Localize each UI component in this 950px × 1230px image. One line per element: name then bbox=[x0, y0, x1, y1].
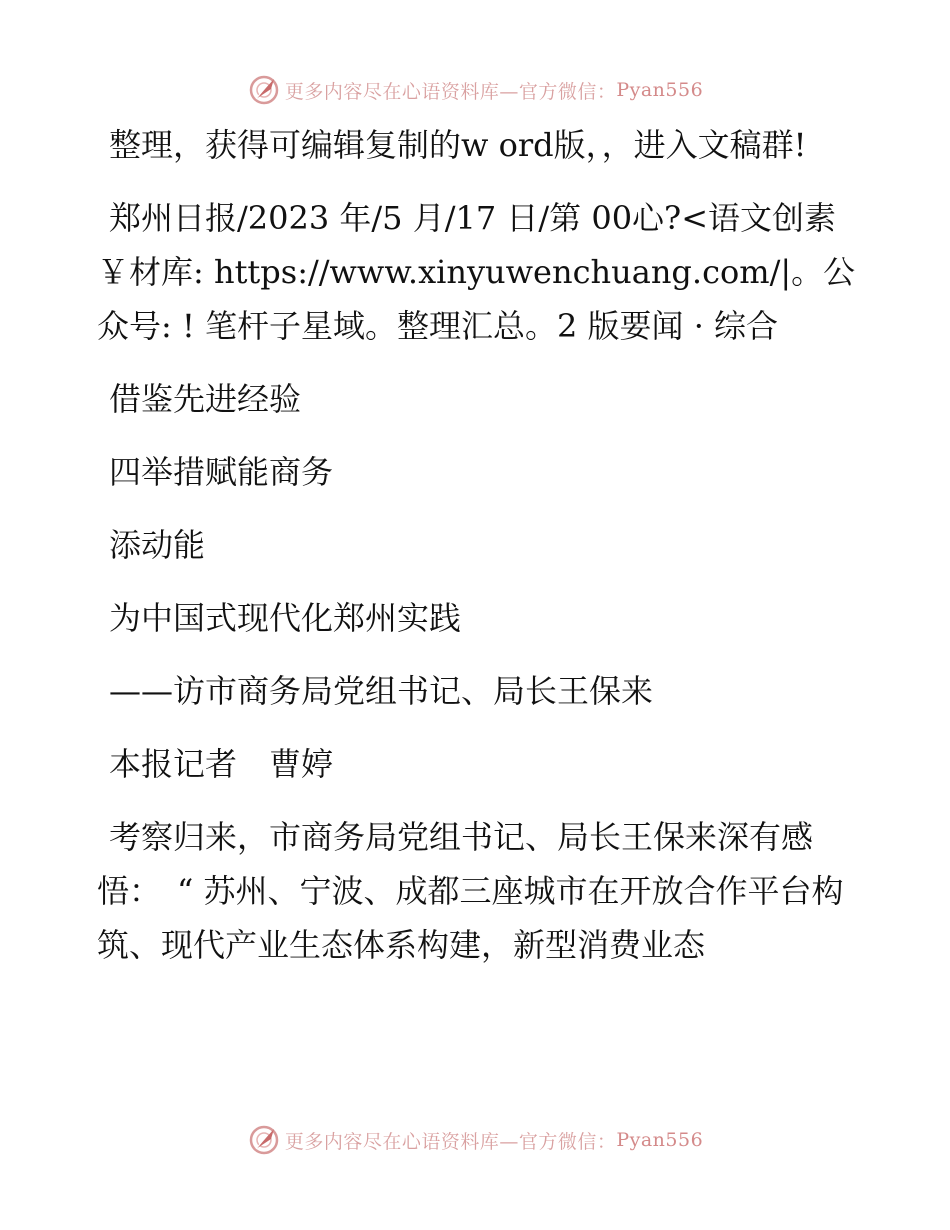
paragraph: 为中国式现代化郑州实践 bbox=[109, 599, 462, 637]
footer-watermark bbox=[0, 1120, 950, 1160]
article-body bbox=[97, 118, 857, 991]
paragraph: 考察归来，市商务局党组书记、局长王保来深有感悟： “ 苏州、宁波、成都三座城市在开放合作平台构筑、现代产业生态体系构建，新型消费业态 bbox=[97, 818, 844, 964]
watermark-text: 更多内容尽在心语资料库—官方微信： bbox=[284, 1130, 617, 1153]
watermark-brand: Pyan556 bbox=[616, 1129, 704, 1151]
watermark-brand: Pyan556 bbox=[616, 79, 704, 101]
paragraph: 四举措赋能商务 bbox=[109, 453, 334, 491]
header-watermark bbox=[0, 70, 950, 110]
quill-logo-icon bbox=[247, 73, 281, 107]
paragraph: 整理，获得可编辑复制的w ord版，，进入文稿群! bbox=[109, 126, 807, 164]
paragraph: 添动能 bbox=[109, 526, 206, 564]
quill-logo-icon bbox=[247, 1123, 281, 1157]
paragraph: 郑州日报/2023 年/5 月/17 日/第 00心?<语文创素￥材库: https://www.xinyuwenchuang.com/|。公众号: ! 笔杆子星域。整理汇总。2 版要闻 · 综合 bbox=[97, 199, 856, 345]
paragraph: ——访市商务局党组书记、局长王保来 bbox=[109, 672, 654, 710]
paragraph: 借鉴先进经验 bbox=[109, 380, 302, 418]
watermark-text: 更多内容尽在心语资料库—官方微信： bbox=[284, 80, 617, 103]
paragraph: 本报记者 曹婷 bbox=[109, 745, 334, 783]
